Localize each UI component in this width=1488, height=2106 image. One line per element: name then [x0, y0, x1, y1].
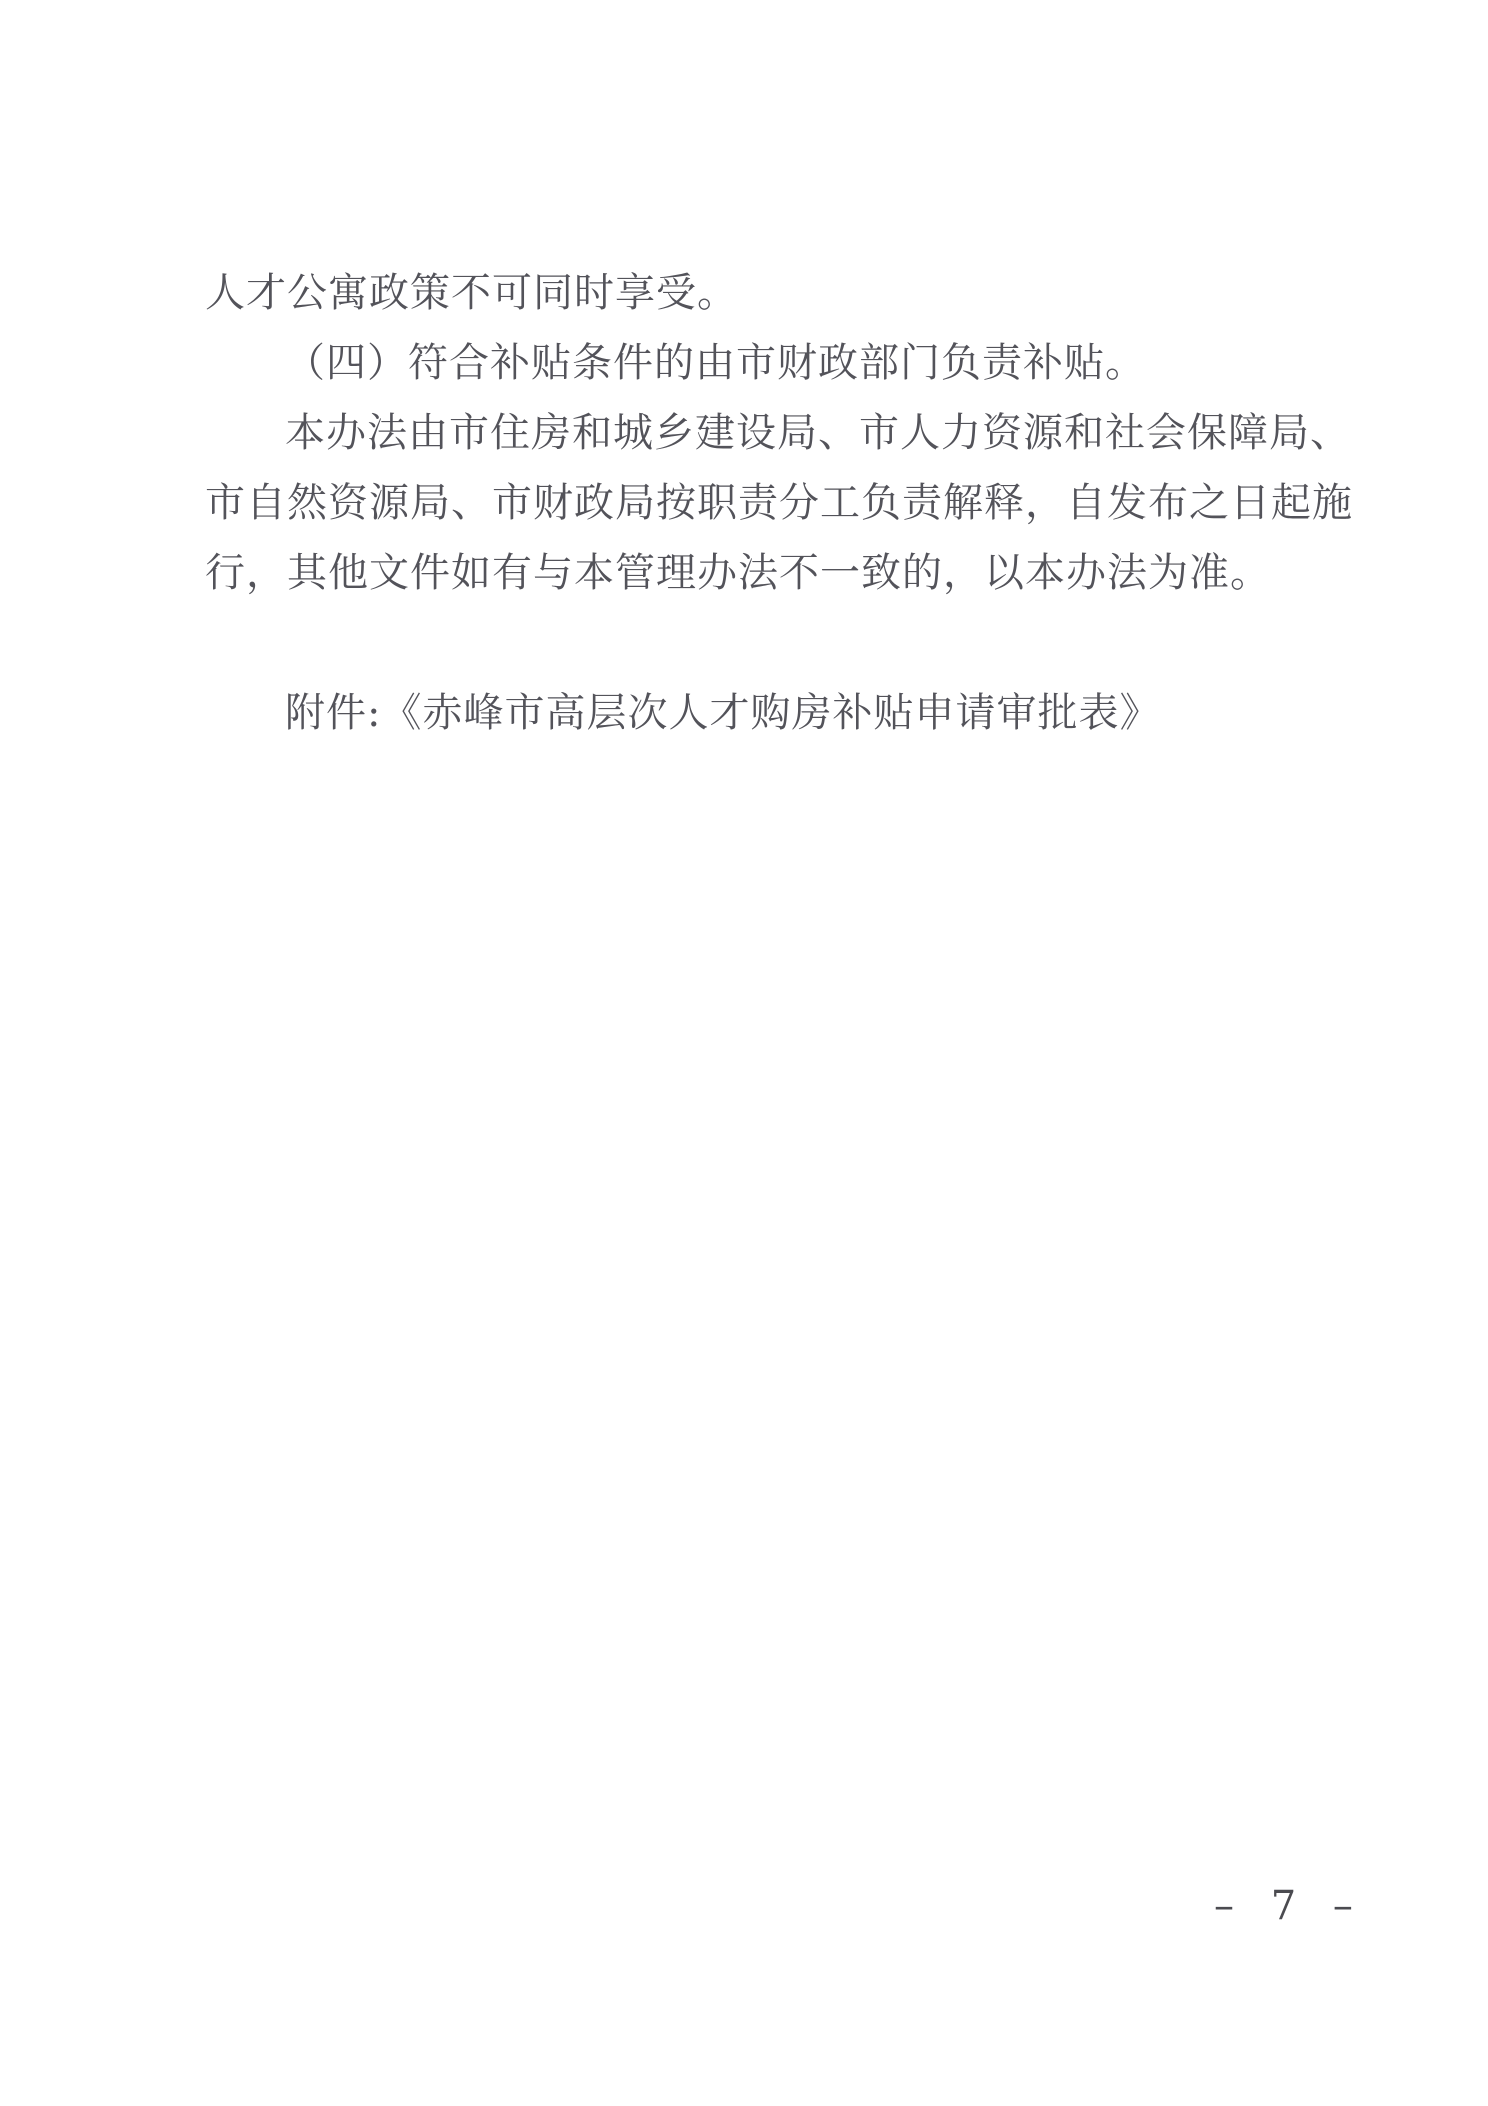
- body-line-clause-four: （四）符合补贴条件的由市财政部门负责补贴。: [285, 340, 1146, 386]
- body-line-paragraph-middle: 市自然资源局、市财政局按职责分工负责解释，自发布之日起施: [205, 480, 1353, 526]
- body-line-paragraph-end: 行，其他文件如有与本管理办法不一致的，以本办法为准。: [205, 550, 1271, 596]
- page-number: – 7 –: [1214, 1883, 1365, 1929]
- attachment-reference-line: 附件:《赤峰市高层次人才购房补贴申请审批表》: [285, 690, 1161, 736]
- body-line-continuation: 人才公寓政策不可同时享受。: [205, 270, 738, 316]
- document-body: [205, 258, 1353, 748]
- body-line-paragraph-start: 本办法由市住房和城乡建设局、市人力资源和社会保障局、: [285, 410, 1351, 456]
